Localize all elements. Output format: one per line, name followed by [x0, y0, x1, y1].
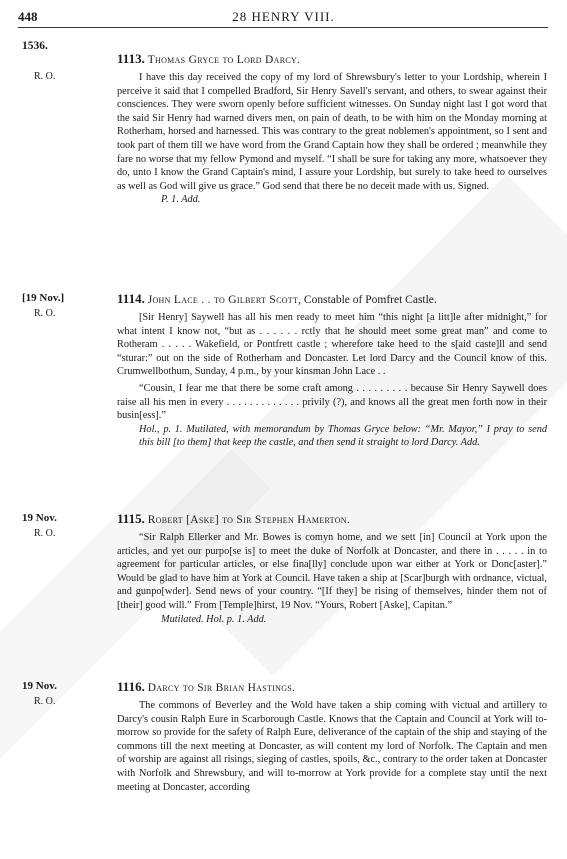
entry-heading: Robert [Aske] to Sir Stephen Hamerton. — [147, 514, 351, 526]
page-number: 448 — [18, 9, 38, 24]
entry-paragraph: “Cousin, I fear me that there be some craft among . . . . . . . . . because Sir Henry Saywell does raise all his men in every . . . . . . . . . . . . . privily (?), and knows all the great men forth now in their busin[ess].” — [117, 382, 547, 422]
record-office-mark: R. O. — [34, 528, 56, 539]
entry-note: Hol., p. 1. Mutilated, with memorandum by Thomas Gryce below: “Mr. Mayor,” I pray to send this bill [to them] that keep the castle, and then send it straight to lord Darcy. Add. — [139, 423, 547, 449]
entry-number: 1113. — [117, 51, 145, 66]
entry-paragraph: The commons of Beverley and the Wold have taken a ship coming with victual and artillery to Darcy's cousin Ralph Eure in Scarborough Castle. Knows that the Captain and Council at York will to-morrow so provide for the safety of Ralph Eure, deliverance of the captain of the ship and staying of the commons till the next meeting at Doncaster, as will content my lord of Norfolk. The Captain and men of worship are against all risings, sieging of castles, spoils, &c., contrary to the order taken at Doncaster with Norfolk and Shrewsbury, and will to-morrow at York provide for a complete stay until the next meeting at Doncaster, according — [117, 700, 547, 793]
margin-date: 19 Nov. — [22, 512, 57, 524]
entry-note: Mutilated. Hol. p. 1. Add. — [161, 613, 267, 625]
entry-title — [117, 52, 300, 68]
header-rule — [18, 27, 548, 28]
entry-number: 1116. — [117, 679, 145, 694]
entry-heading-b: Gilbert Scott — [228, 294, 299, 306]
margin-year: 1536. — [22, 40, 48, 52]
entry-body — [117, 699, 547, 794]
margin-date: 19 Nov. — [22, 680, 57, 692]
entry-paragraph: [Sir Henry] Saywell has all his men ready to meet him “this night [a litt]le after midnight,” for what intent I know not, “but as . . . . . . rctly that he should meet some great man” and come to Rotheram . . . . . Wakefield, or Pontfrett castle ; wherefore take heed to the s[aid caste]ll and send “sturar:” out on the side of Rotherham and Doncaster. Let lord Darcy and the Council know of this. Crumwellbothum, Sunday, 4 p.m., by your kinsman John Lace . . — [117, 312, 547, 378]
record-office-mark: R. O. — [34, 696, 56, 707]
entry-title — [117, 512, 350, 528]
page-header — [0, 8, 567, 26]
entry-title — [117, 680, 295, 696]
entry-heading-c: , Constable of Pomfret Castle. — [298, 294, 437, 306]
record-office-mark: R. O. — [34, 308, 56, 319]
record-office-mark: R. O. — [34, 71, 56, 82]
entry-number: 1115. — [117, 511, 145, 526]
entry-number: 1114. — [117, 291, 145, 306]
entry-paragraph: “Sir Ralph Ellerker and Mr. Bowes is comyn home, and we sett [in] Council at York upon the articles, and yet our purpo[se is] to meet the duke of Norfolk at Doncaster, and there in . . . . . in to agreement for particular articles, or else fina[lly] conclude upon war either at York or Donc[aster].” Would be glad to have him at York at Council. Have taken a ship at [Scar]burgh with ordnance, victual, and gunpo[wder]. Send news of your country. “[If they] be rising of themselves, hinder them not of [their] good will.” From [Temple]hirst, 19 Nov. “Yours, Robert [Aske], Capitan.” — [117, 532, 547, 611]
entry-body — [117, 71, 547, 207]
running-head: 28 HENRY VIII. — [232, 9, 335, 24]
entry-heading: Darcy to Sir Brian Hastings. — [147, 682, 296, 694]
margin-date: [19 Nov.] — [22, 292, 65, 304]
entry-title — [117, 292, 437, 308]
entry-heading: Thomas Gryce to Lord Darcy. — [147, 54, 301, 66]
entry-heading-a: John Lace . . to — [147, 294, 229, 306]
entry-body — [117, 311, 547, 450]
entry-paragraph: I have this day received the copy of my lord of Shrewsbury's letter to your Lordship, wherein I perceive it said that I compelled Bradford, Sir Henry Savell's servant, and others, to swear against their consciences. They were sworn openly before sufficient witnesses. On Sunday night last I got word that the said Sir Henry had warned divers men, on pain of death, to be with him on the Monday morning at Rotherham, horsed and harnessed. This was contrary to the great noblemen's appointment, so I sent and took part of them till we have word from the Grand Captain how they shall be ordered ; meanwhile they fare no worse that my fellow Pymond and myself. “I shall be sure for taking any more, whatsoever they do, unto I know the Grand Captain's mind, I assure your Lordship, but surely to take heed to ourselves as well as God will give us grace.” God send that there be no deceit made with us. Signed. — [117, 72, 547, 192]
entry-body — [117, 531, 547, 626]
entry-note: P. 1. Add. — [161, 194, 201, 206]
